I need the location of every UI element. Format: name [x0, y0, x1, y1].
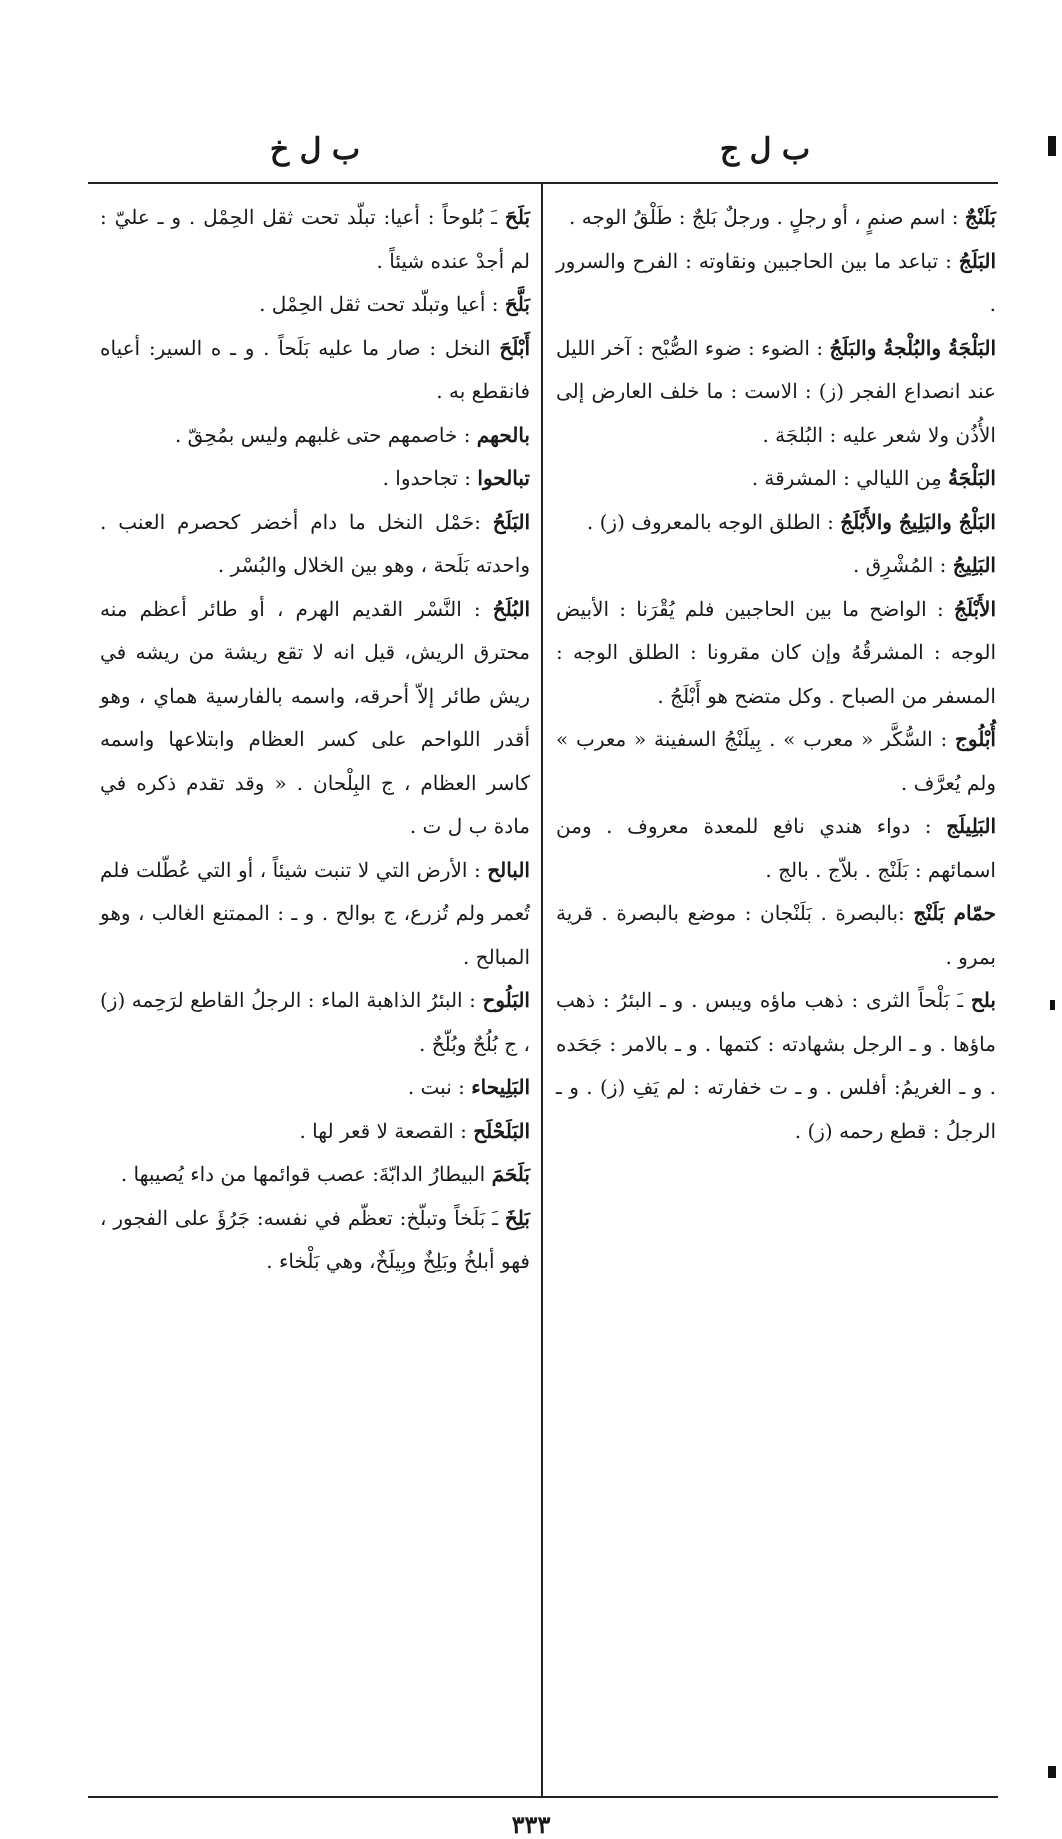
entry-definition: : الواضح ما بين الحاجبين فلم يُقْرَنا : الأبيض الوجه : المشرقُهُ وإن كان مقرونا : الطلق الوجه : المسفر من الصباح . وكل متضح هو أَبْلَجُ . [556, 596, 996, 708]
entry-definition: النخل : صار ما عليه بَلَحاً . و ـ ه السير: أعياه فانقطع به . [100, 335, 530, 403]
entry-headword: أُبْلُوج [955, 727, 996, 751]
entry-headword: تبالحوا [477, 466, 530, 490]
entry-headword: البَلِيحاء [471, 1075, 530, 1099]
entry-headword: البُلَحُ [492, 596, 530, 621]
entry-definition: ـَ بُلوحاً : أعيا: تبلّد تحت ثقل الحِمْل . و ـ عليّ : لم أجدْ عنده شيئاً . [100, 205, 530, 273]
right-column [556, 196, 996, 1153]
column-divider [541, 184, 543, 1796]
entry-headword: أَبْلَحَ [499, 335, 530, 360]
entry-definition: : الطلق الوجه بالمعروف (ز) . [586, 509, 834, 534]
margin-mark [1050, 1000, 1055, 1010]
dictionary-entry [556, 501, 996, 545]
dictionary-entry [556, 892, 996, 979]
bottom-rule [88, 1796, 998, 1798]
margin-mark [1048, 136, 1056, 156]
entry-definition: ـَ بَلْحاً الثرى : ذهب ماؤه ويبس . و ـ البئرُ : ذهب ماؤها . و ـ الرجل بشهادته : كتمها . و ـ بالامر : جَحَده . و ـ الغريمُ: أفلس . و ـ ت خفارته : لم يَفِ (ز) . و ـ الرجلُ : قطع رحمه (ز) . [556, 988, 996, 1143]
entry-definition: : البئرُ الذاهبة الماء : الرجلُ القاطع لرَحِمه (ز) ، ج بُلُحٌ وبُلّحٌ . [100, 988, 530, 1056]
entry-headword: البَلُوح [482, 988, 530, 1012]
dictionary-entry [100, 849, 530, 980]
entry-headword: حمّام بَلَنْج [913, 901, 996, 925]
entry-headword: بَلِخَ [504, 1205, 530, 1230]
entry-headword: بَلَنْجٌ [964, 205, 996, 229]
entry-definition: : المُشْرِق . [852, 553, 947, 577]
entry-definition: :بالبصرة . بَلَنْجان : موضع بالبصرة . قرية بمرو . [556, 901, 996, 969]
entry-definition: : الضوء : ضوء الصُّبْح : آخر الليل عند انصداع الفجر (ز) : الاست : ما خلف العارض إلى الأُذُن ولا شعر عليه : البُلجَة . [556, 335, 996, 447]
dictionary-entry [100, 283, 530, 327]
margin-mark [1048, 1766, 1056, 1778]
entry-definition: : القصعة لا قعر لها . [299, 1118, 467, 1143]
entry-definition: : اسم صنمٍ ، أو رجلٍ . ورجلٌ بَلجٌ : طَلْقُ الوجه . [569, 205, 959, 229]
entry-headword: بَلَحَ [504, 205, 531, 229]
entry-definition: :حَمْل النخل ما دام أخضر كحصرم العنب . واحدته بَلَحة ، وهو بين الخلال والبُسْر . [100, 509, 530, 577]
entry-definition: : نبت . [407, 1075, 465, 1099]
dictionary-entry [556, 979, 996, 1153]
entry-definition: : الأرض التي لا تنبت شيئاً ، أو التي عُطّلت فلم تُعمر ولم تُزرع، ج بوالح . و ـ : الممتنع الغالب ، وهو المبالح . [100, 857, 530, 969]
dictionary-entry [556, 718, 996, 805]
entry-headword: البَلْجَةُ والبُلْجةُ والبَلَجُ [829, 335, 996, 360]
dictionary-entry [100, 1197, 530, 1284]
entry-definition: : النَّسْر القديم الهرم ، أو طائر أعظم منه محترق الريش، قيل انه لا تقع ريشة من ريشه في ريش طائر إلاّ أحرقه، واسمه بالفارسية هماي ، وهو أقدر اللواحم على كسر العظام وابتلاعها واسمه كاسر العظام ، ج البِلْحان . « وقد تقدم ذكره في مادة ب ل ت . [100, 596, 530, 838]
left-column [100, 196, 530, 1284]
entry-headword: البَلِيجُ [952, 553, 996, 577]
dictionary-entry [100, 457, 530, 501]
entry-definition: : أعيا وتبلّد تحت ثقل الحِمْل . [259, 292, 499, 316]
entry-definition: : السُّكَّر « معرب » . بِيلَنْجُ السفينة « معرب » ولم يُعرَّف . [556, 727, 996, 795]
entry-headword: البَلَجُ [958, 248, 996, 273]
entry-definition: : تجاحدوا . [382, 466, 472, 490]
dictionary-entry [100, 979, 530, 1066]
entry-headword: بلح [970, 988, 996, 1012]
dictionary-entry [556, 588, 996, 719]
dictionary-entry [100, 196, 530, 283]
entry-definition: ـَ بَلَخاً وتبلّخ: تعظّم في نفسه: جَرُؤَ على الفجور ، فهو أبلخُ وبَلِخٌ وبِيلَخٌ، وهي بَلْخاء . [100, 1205, 530, 1273]
entry-definition: مِن الليالي : المشرقة . [751, 466, 942, 490]
page-number: ٣٣٣ [511, 1810, 551, 1839]
dictionary-entry [556, 544, 996, 588]
entry-headword: البَلَحْلَح [473, 1118, 530, 1143]
dictionary-entry [100, 501, 530, 588]
entry-headword: البَلِيلَج [946, 814, 996, 838]
entry-definition: البيطارُ الدابّةَ: عصب قوائمها من داء يُصيبها . [120, 1162, 486, 1186]
dictionary-entry [556, 240, 996, 327]
entry-headword: البَلْجَةُ [948, 466, 996, 490]
entry-headword: البَلَحُ [492, 509, 530, 534]
header-right-root: ب ل ج [719, 132, 811, 167]
entry-definition: : خاصمهم حتى غلبهم وليس بمُحِقّ . [174, 422, 471, 447]
entry-definition: : تباعد ما بين الحاجبين ونقاوته : الفرح والسرور . [556, 248, 996, 316]
top-rule [88, 182, 998, 184]
entry-headword: البالح [487, 857, 530, 882]
dictionary-entry [556, 196, 996, 240]
dictionary-entry [100, 414, 530, 458]
dictionary-entry [100, 588, 530, 849]
dictionary-entry [556, 805, 996, 892]
dictionary-entry [100, 1066, 530, 1110]
entry-headword: الأَبْلَجُ [953, 596, 997, 621]
entry-definition: : دواء هندي نافع للمعدة معروف . ومن اسمائهم : بَلَنْج . بلاّج . بالج . [556, 814, 996, 882]
entry-headword: البَلْجُ والبَلِيجُ والأَبْلَجُ [840, 509, 996, 534]
dictionary-entry [556, 327, 996, 458]
entry-headword: بَلَحَمَ [491, 1162, 530, 1186]
entry-headword: بَلَّحَ [504, 292, 530, 316]
entry-headword: بالحهم [476, 422, 530, 447]
dictionary-entry [556, 457, 996, 501]
dictionary-entry [100, 1110, 530, 1154]
dictionary-entry [100, 1153, 530, 1197]
dictionary-entry [100, 327, 530, 414]
header-left-root: ب ل خ [269, 132, 361, 167]
